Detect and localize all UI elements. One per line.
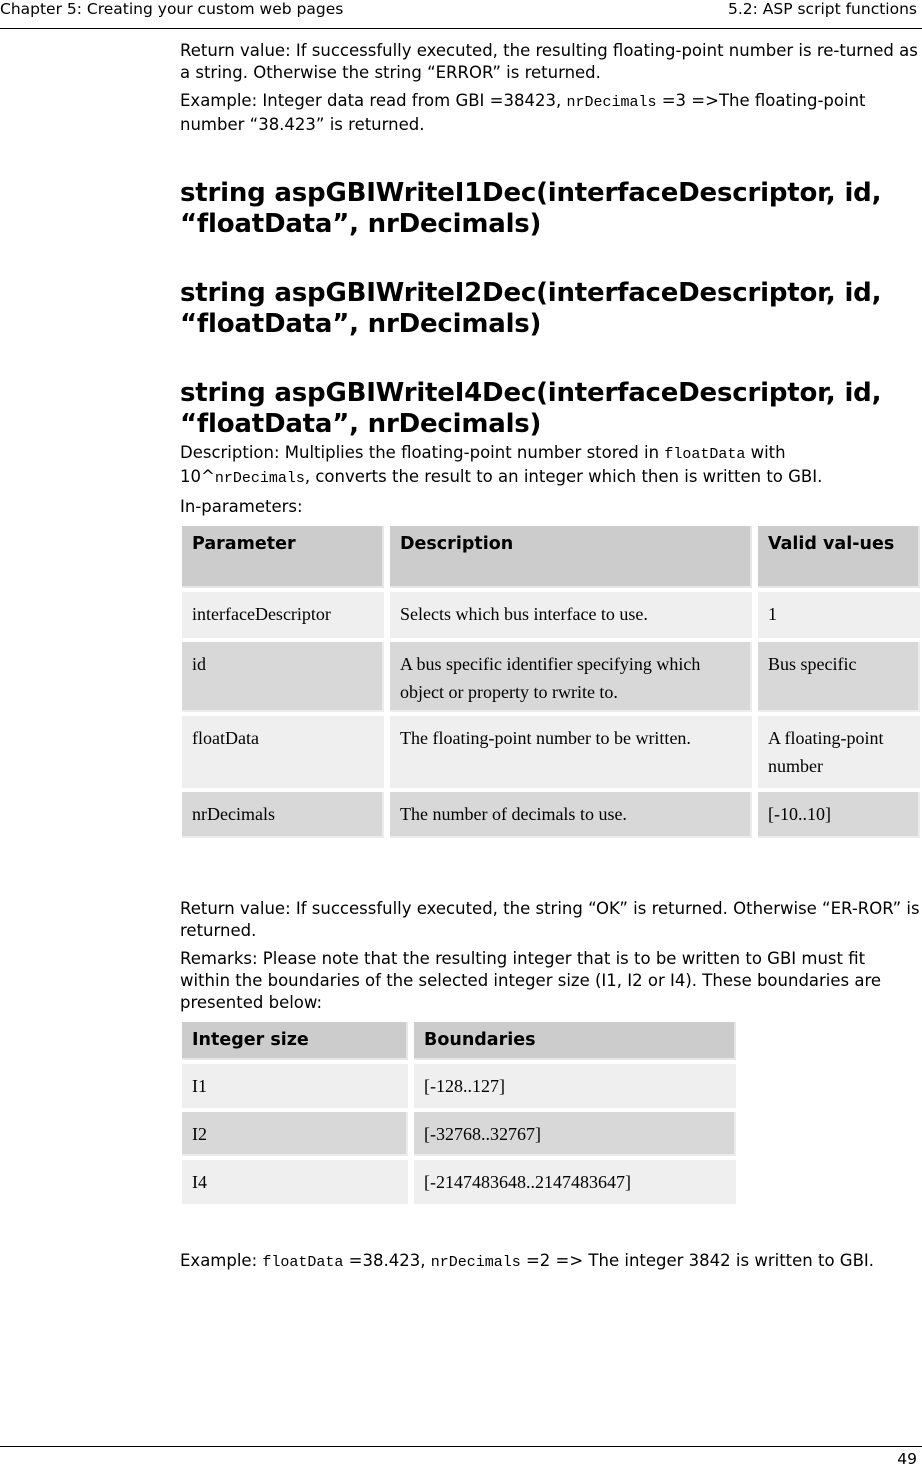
table-header-integer-size: Integer size xyxy=(182,1022,408,1060)
function-heading-i2: string aspGBIWriteI2Dec(interfaceDescriptor, id, “floatData”, nrDecimals) xyxy=(180,278,882,339)
table-header-boundaries: Boundaries xyxy=(414,1022,736,1060)
table-cell: 1 xyxy=(758,592,920,638)
page-content xyxy=(180,40,920,1274)
table-cell: Selects which bus interface to use. xyxy=(390,592,752,638)
table-cell: [-32768..32767] xyxy=(414,1112,736,1156)
function-heading-i1: string aspGBIWriteI1Dec(interfaceDescriptor, id, “floatData”, nrDecimals) xyxy=(180,178,882,239)
return-value: Return value: If successfully executed, the string “OK” is returned. Otherwise “ER-ROR” is returned. xyxy=(180,899,920,940)
intro-example: Example: Integer data read from GBI =38423, nrDecimals =3 =>The floating-point number “38.423” is returned. xyxy=(180,91,866,134)
table-header-valid-values: Valid val-ues xyxy=(758,526,920,588)
description: Description: Multiplies the floating-point number stored in floatData with 10^nrDecimals, converts the result to an integer which then is written to GBI. xyxy=(180,443,823,487)
in-parameters-label: In-parameters: xyxy=(180,497,303,516)
table-cell: id xyxy=(182,642,384,712)
code-nrdecimals: nrDecimals xyxy=(566,94,657,111)
chapter-title: Chapter 5: Creating your custom web pages xyxy=(0,0,344,18)
table-cell: interfaceDescriptor xyxy=(182,592,384,638)
table-cell: Bus specific xyxy=(758,642,920,712)
table-cell: nrDecimals xyxy=(182,792,384,838)
table-cell: I1 xyxy=(182,1064,408,1108)
section-title: 5.2: ASP script functions xyxy=(727,0,917,18)
table-cell: [-10..10] xyxy=(758,792,920,838)
boundaries-table xyxy=(180,1022,920,1192)
page-footer xyxy=(0,1446,922,1468)
page-number: 49 xyxy=(897,1450,917,1468)
table-cell: The floating-point number to be written. xyxy=(390,716,752,788)
table-cell: I4 xyxy=(182,1160,408,1204)
table-cell: I2 xyxy=(182,1112,408,1156)
table-cell: A floating-point number xyxy=(758,716,920,788)
table-cell: floatData xyxy=(182,716,384,788)
table-header-description: Description xyxy=(390,526,752,588)
table-cell: [-128..127] xyxy=(414,1064,736,1108)
table-header-parameter: Parameter xyxy=(182,526,384,588)
parameter-table xyxy=(180,526,920,838)
example-2: Example: floatData =38.423, nrDecimals =2 => The integer 3842 is written to GBI. xyxy=(180,1251,875,1271)
function-heading-i4: string aspGBIWriteI4Dec(interfaceDescriptor, id, “floatData”, nrDecimals) xyxy=(180,378,882,439)
page-header xyxy=(0,0,922,29)
table-cell: The number of decimals to use. xyxy=(390,792,752,838)
remarks: Remarks: Please note that the resulting integer that is to be written to GBI must fit within the boundaries of the selected integer size (I1, I2 or I4). These boundaries are presented below: xyxy=(180,949,882,1012)
table-cell: [-2147483648..2147483647] xyxy=(414,1160,736,1204)
table-cell: A bus specific identifier specifying which object or property to rwrite to. xyxy=(390,642,752,712)
intro-return-value: Return value: If successfully executed, the resulting floating-point number is re-turned as a string. Otherwise the string “ERROR” is returned. xyxy=(180,41,918,82)
